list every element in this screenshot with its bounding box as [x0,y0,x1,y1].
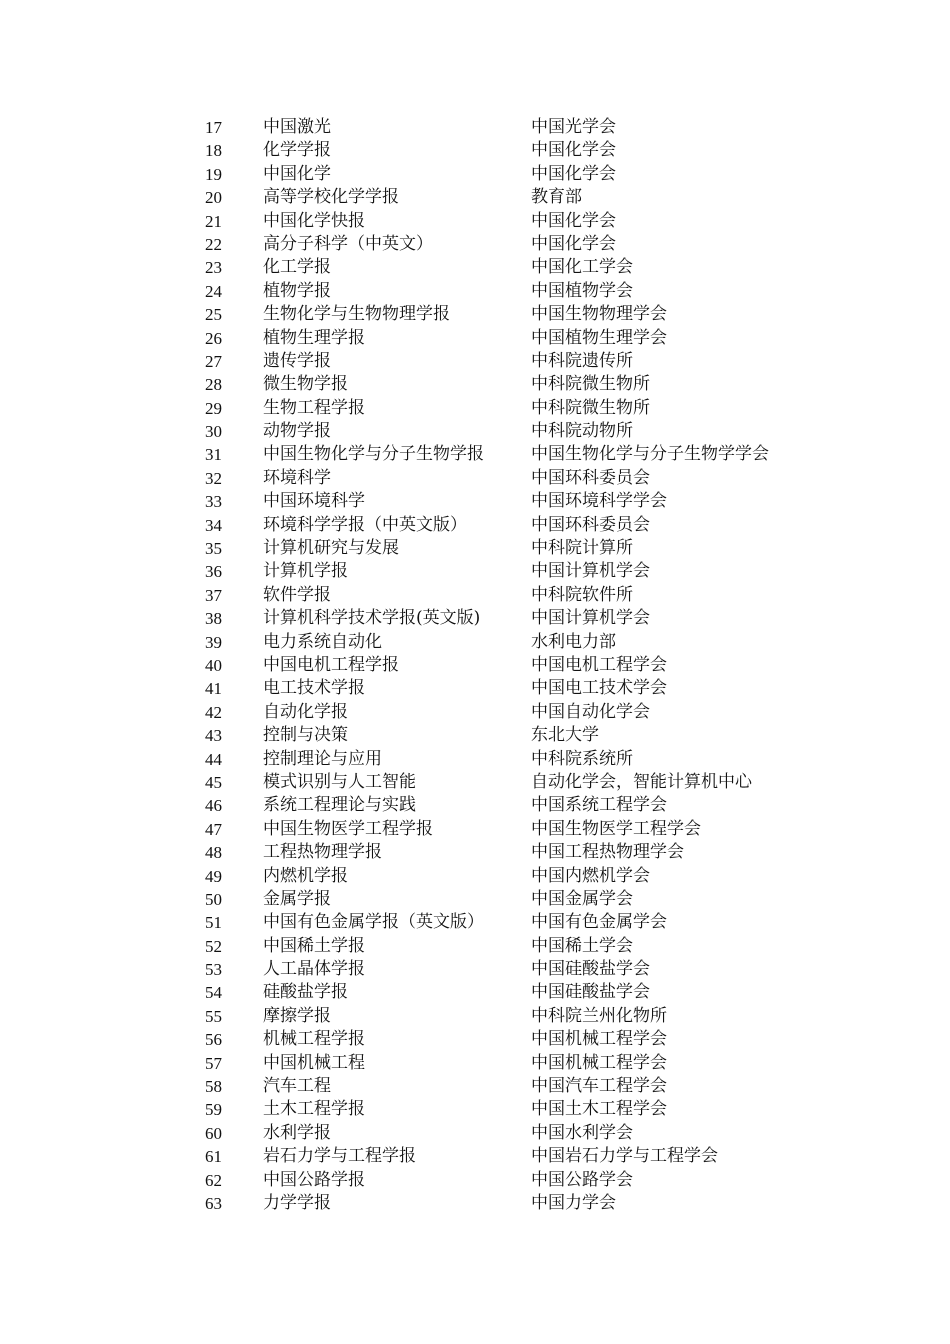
journal-title: 计算机学报 [263,561,348,582]
journal-title: 内燃机学报 [263,865,348,886]
row-number: 43 [205,726,222,746]
table-row [205,1145,831,1168]
table-row [205,1192,831,1215]
table-row [205,701,831,724]
table-row [205,420,831,443]
row-number: 58 [205,1077,222,1097]
journal-publisher: 中科院兰州化物所 [531,1005,667,1026]
journal-title: 模式识别与人工智能 [263,771,416,792]
row-number: 25 [205,305,222,325]
journal-title: 电力系统自动化 [263,631,382,652]
journal-publisher: 中国公路学会 [531,1169,633,1190]
journal-publisher: 中科院微生物所 [531,397,650,418]
journal-publisher: 中科院遗传所 [531,350,633,371]
table-row [205,631,831,654]
journal-title: 土木工程学报 [263,1099,365,1120]
journal-publisher: 中国化学会 [531,140,616,161]
journal-publisher: 中国机械工程学会 [531,1029,667,1050]
journal-publisher: 中科院软件所 [531,584,633,605]
row-number: 48 [205,843,222,863]
row-number: 35 [205,539,222,559]
journal-title: 机械工程学报 [263,1029,365,1050]
journal-title: 植物学报 [263,280,331,301]
journal-title: 硅酸盐学报 [263,982,348,1003]
table-row [205,841,831,864]
row-number: 26 [205,328,222,348]
table-row [205,935,831,958]
row-number: 20 [205,188,222,208]
row-number: 22 [205,234,222,254]
journal-title: 中国公路学报 [263,1169,365,1190]
row-number: 28 [205,375,222,395]
table-row [205,958,831,981]
journal-publisher: 中国化学会 [531,210,616,231]
table-row [205,350,831,373]
journal-publisher: 中科院计算所 [531,538,633,559]
row-number: 41 [205,679,222,699]
table-row [205,256,831,279]
table-row [205,584,831,607]
journal-title: 力学学报 [263,1192,331,1213]
row-number: 34 [205,515,222,535]
row-number: 32 [205,468,222,488]
journal-publisher: 中国电工技术学会 [531,678,667,699]
row-number: 47 [205,819,222,839]
row-number: 61 [205,1147,222,1167]
journal-title: 控制理论与应用 [263,748,382,769]
table-row [205,514,831,537]
journal-publisher: 中国自动化学会 [531,701,650,722]
journal-publisher: 中国生物化学与分子生物学学会 [531,444,769,465]
row-number: 51 [205,913,222,933]
table-row [205,327,831,350]
journal-title: 岩石力学与工程学报 [263,1146,416,1167]
row-number: 45 [205,772,222,792]
journal-title: 人工晶体学报 [263,959,365,980]
row-number: 30 [205,422,222,442]
row-number: 24 [205,281,222,301]
table-row [205,467,831,490]
row-number: 44 [205,749,222,769]
row-number: 40 [205,655,222,675]
row-number: 17 [205,118,222,137]
table-row [205,1169,831,1192]
table-row [205,303,831,326]
table-row [205,1122,831,1145]
journal-title: 化学学报 [263,140,331,161]
journal-title: 生物工程学报 [263,397,365,418]
table-row [205,677,831,700]
journal-title: 自动化学报 [263,701,348,722]
row-number: 57 [205,1053,222,1073]
journal-title: 计算机研究与发展 [263,538,399,559]
table-row [205,139,831,162]
journal-publisher: 教育部 [531,187,582,208]
journal-publisher: 中国水利学会 [531,1122,633,1143]
row-number: 53 [205,960,222,980]
table-row [205,607,831,630]
journal-title: 中国激光 [263,117,331,137]
journal-publisher: 中国土木工程学会 [531,1099,667,1120]
row-number: 42 [205,702,222,722]
journal-title: 高等学校化学学报 [263,187,399,208]
journal-title: 中国有色金属学报（英文版） [263,912,484,933]
row-number: 63 [205,1193,222,1213]
table-row [205,1098,831,1121]
row-number: 62 [205,1170,222,1190]
row-number: 37 [205,585,222,605]
journal-publisher: 中国力学会 [531,1192,616,1213]
journal-publisher: 中国硅酸盐学会 [531,959,650,980]
row-number: 50 [205,889,222,909]
journal-publisher: 中国计算机学会 [531,608,650,629]
table-row [205,443,831,466]
row-number: 23 [205,258,222,278]
journal-title: 中国稀土学报 [263,935,365,956]
table-row [205,981,831,1004]
journal-publisher: 中国机械工程学会 [531,1052,667,1073]
journal-title: 水利学报 [263,1122,331,1143]
journal-title: 动物学报 [263,421,331,442]
row-number: 46 [205,796,222,816]
journal-title: 微生物学报 [263,374,348,395]
journal-title: 中国环境科学 [263,491,365,512]
journal-title: 高分子科学（中英文） [263,233,433,254]
journal-publisher: 中国化学会 [531,163,616,184]
table-row [205,210,831,233]
journal-publisher: 中国内燃机学会 [531,865,650,886]
journal-publisher: 中国化工学会 [531,257,633,278]
journal-publisher: 中国稀土学会 [531,935,633,956]
journal-title: 生物化学与生物物理学报 [263,304,450,325]
table-row [205,116,831,139]
journal-title: 汽车工程 [263,1076,331,1097]
journal-title: 中国化学 [263,163,331,184]
journal-publisher: 中国系统工程学会 [531,795,667,816]
table-row [205,1052,831,1075]
journal-title: 环境科学学报（中英文版） [263,514,467,535]
table-row [205,748,831,771]
journal-publisher: 中科院动物所 [531,421,633,442]
row-number: 18 [205,141,222,161]
journal-publisher: 中国电机工程学会 [531,654,667,675]
table-row [205,163,831,186]
journal-title: 金属学报 [263,888,331,909]
journal-publisher: 水利电力部 [531,631,616,652]
journal-publisher: 中国环科委员会 [531,514,650,535]
journal-publisher: 中国金属学会 [531,888,633,909]
journal-publisher: 中国环境科学学会 [531,491,667,512]
row-number: 21 [205,211,222,231]
table-row [205,818,831,841]
journal-title: 遗传学报 [263,350,331,371]
row-number: 31 [205,445,222,465]
journal-title: 摩擦学报 [263,1005,331,1026]
journal-publisher: 中国计算机学会 [531,561,650,582]
row-number: 56 [205,1030,222,1050]
table-row [205,373,831,396]
row-number: 29 [205,398,222,418]
table-row [205,233,831,256]
table-row [205,186,831,209]
table-row [205,1075,831,1098]
journal-publisher: 中国工程热物理学会 [531,842,684,863]
journal-title: 化工学报 [263,257,331,278]
journal-title: 计算机科学技术学报(英文版) [263,608,481,629]
journal-title: 中国生物医学工程学报 [263,818,433,839]
journal-table [205,116,831,1215]
table-row [205,560,831,583]
row-number: 59 [205,1100,222,1120]
table-row [205,724,831,747]
row-number: 60 [205,1123,222,1143]
journal-publisher: 中国生物医学工程学会 [531,818,701,839]
journal-title: 中国生物化学与分子生物学报 [263,444,484,465]
table-row [205,865,831,888]
row-number: 33 [205,492,222,512]
row-number: 19 [205,164,222,184]
row-number: 38 [205,609,222,629]
row-number: 52 [205,936,222,956]
table-row [205,888,831,911]
table-row [205,794,831,817]
journal-publisher: 中国汽车工程学会 [531,1076,667,1097]
journal-title: 软件学报 [263,584,331,605]
row-number: 55 [205,1006,222,1026]
journal-publisher: 中国环科委员会 [531,467,650,488]
journal-title: 中国机械工程 [263,1052,365,1073]
row-number: 49 [205,866,222,886]
journal-publisher: 中国硅酸盐学会 [531,982,650,1003]
table-row [205,654,831,677]
journal-publisher: 中国化学会 [531,233,616,254]
table-row [205,771,831,794]
journal-title: 中国化学快报 [263,210,365,231]
table-row [205,1005,831,1028]
journal-title: 中国电机工程学报 [263,654,399,675]
row-number: 39 [205,632,222,652]
journal-publisher: 东北大学 [531,725,599,746]
journal-publisher: 中国有色金属学会 [531,912,667,933]
table-row [205,490,831,513]
row-number: 54 [205,983,222,1003]
journal-title: 植物生理学报 [263,327,365,348]
journal-title: 工程热物理学报 [263,842,382,863]
table-row [205,911,831,934]
journal-publisher: 自动化学会，智能计算机中心 [531,771,752,792]
journal-title: 环境科学 [263,467,331,488]
journal-publisher: 中国岩石力学与工程学会 [531,1146,718,1167]
journal-publisher: 中国生物物理学会 [531,304,667,325]
table-row [205,397,831,420]
journal-publisher: 中国光学会 [531,117,616,137]
journal-publisher: 中国植物学会 [531,280,633,301]
table-row [205,1028,831,1051]
table-row [205,537,831,560]
row-number: 36 [205,562,222,582]
journal-title: 控制与决策 [263,725,348,746]
journal-title: 系统工程理论与实践 [263,795,416,816]
journal-publisher: 中国植物生理学会 [531,327,667,348]
journal-title: 电工技术学报 [263,678,365,699]
journal-publisher: 中科院微生物所 [531,374,650,395]
table-row [205,280,831,303]
row-number: 27 [205,351,222,371]
journal-publisher: 中科院系统所 [531,748,633,769]
